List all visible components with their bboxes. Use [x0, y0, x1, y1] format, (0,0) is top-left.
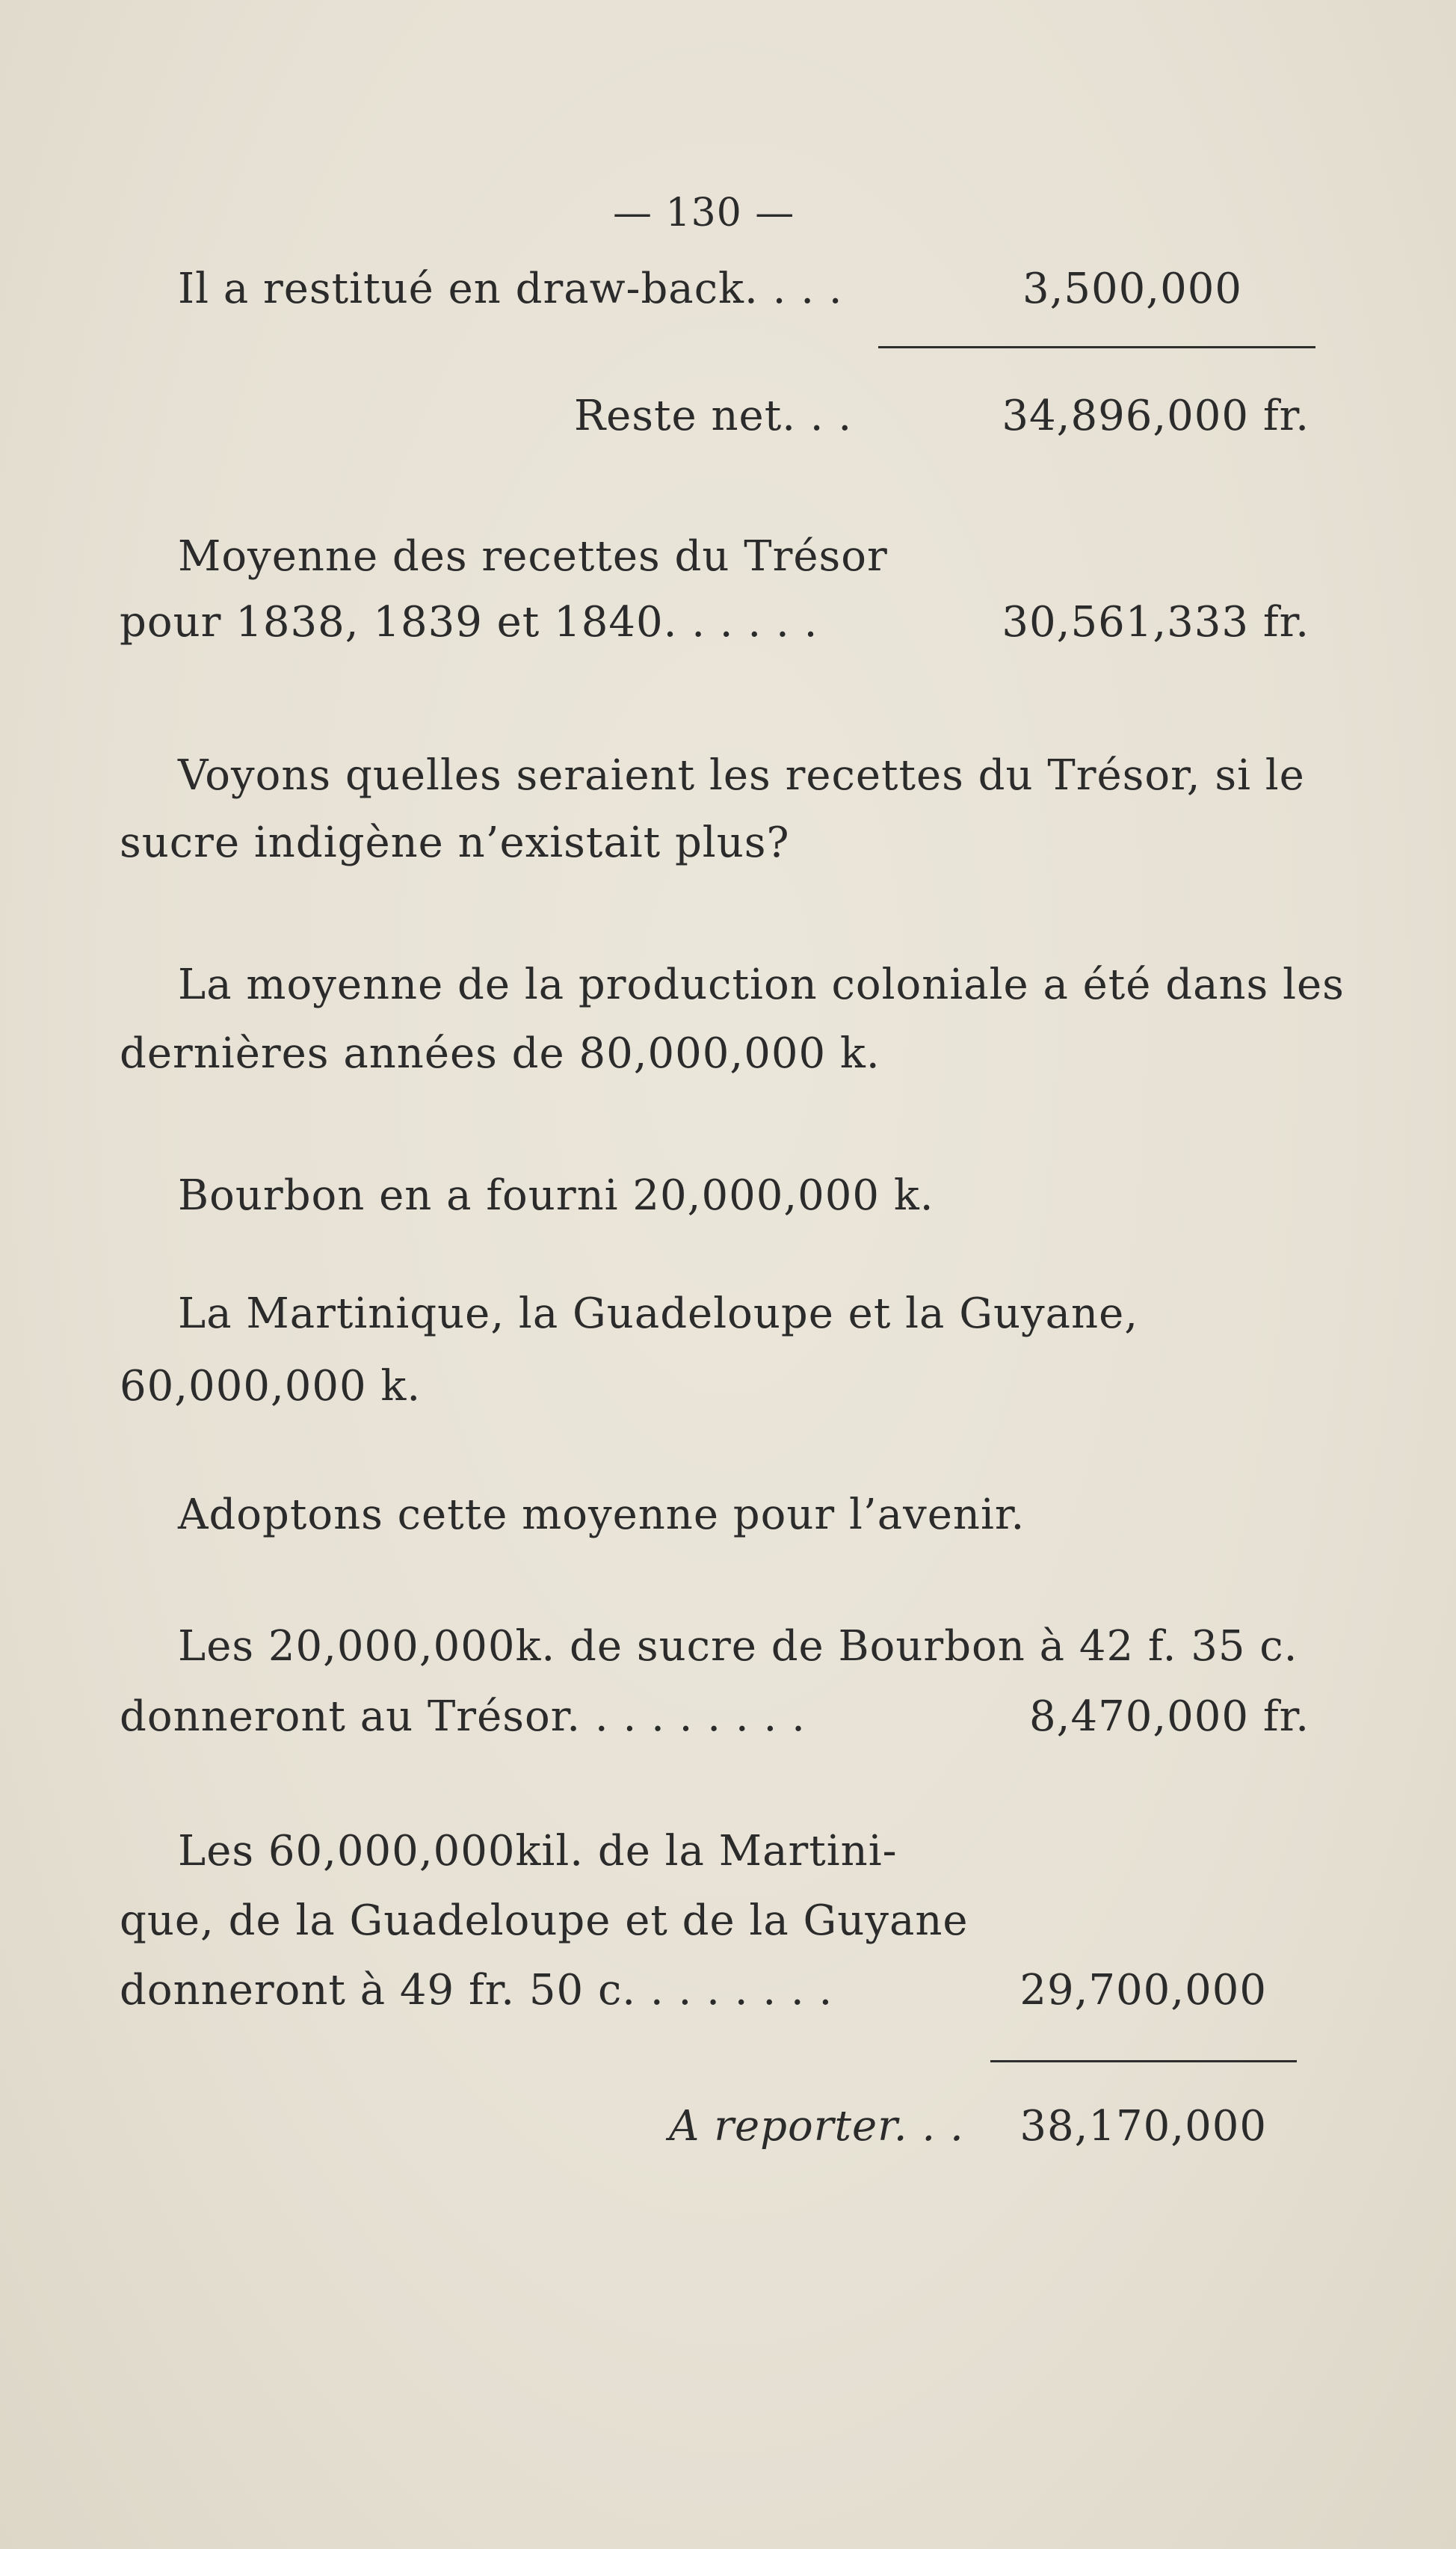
moyenne-value: 30,561,333 fr.	[1002, 598, 1310, 647]
martinique-line1: La Martinique, la Guadeloupe et la Guyane,	[178, 1289, 1139, 1338]
voyons-line1: Voyons quelles seraient les recettes du Trésor, si le	[178, 751, 1305, 800]
martinique-line2: 60,000,000 k.	[120, 1362, 422, 1411]
sucre-bourbon-value: 8,470,000 fr.	[1029, 1692, 1310, 1741]
reste-value: 34,896,000 fr.	[1002, 392, 1310, 440]
reste-label: Reste net. . .	[574, 392, 853, 440]
drawback-label: Il a restitué en draw-back. . . .	[178, 265, 843, 313]
moyenne-line1: Moyenne des recettes du Trésor	[178, 532, 888, 581]
drawback-value: 3,500,000	[1022, 265, 1242, 313]
production-line1: La moyenne de la production coloniale a été dans les	[178, 961, 1345, 1009]
antilles-value: 29,700,000	[1019, 1966, 1267, 2015]
subtotal-rule	[878, 346, 1315, 348]
report-label: A reporter. . .	[669, 2102, 964, 2151]
antilles-line2: que, de la Guadeloupe et de la Guyane	[120, 1896, 969, 1945]
sucre-bourbon-line2-label: donneront au Trésor. . . . . . . . .	[120, 1692, 806, 1741]
bourbon-line: Bourbon en a fourni 20,000,000 k.	[178, 1171, 934, 1220]
antilles-line3-label: donneront à 49 fr. 50 c. . . . . . . .	[120, 1966, 833, 2015]
moyenne-line2: pour 1838, 1839 et 1840. . . . . .	[120, 598, 818, 647]
antilles-line1: Les 60,000,000kil. de la Martini-	[178, 1827, 898, 1875]
sucre-bourbon-line1: Les 20,000,000k. de sucre de Bourbon à 42 f. 35 c.	[178, 1622, 1298, 1671]
production-line2: dernières années de 80,000,000 k.	[120, 1029, 880, 1078]
page-number: — 130 —	[613, 191, 795, 235]
voyons-line2: sucre indigène n’existait plus?	[120, 819, 790, 867]
total-rule	[990, 2060, 1297, 2062]
adoptons-line: Adoptons cette moyenne pour l’avenir.	[178, 1491, 1025, 1539]
report-value: 38,170,000	[1019, 2102, 1267, 2151]
